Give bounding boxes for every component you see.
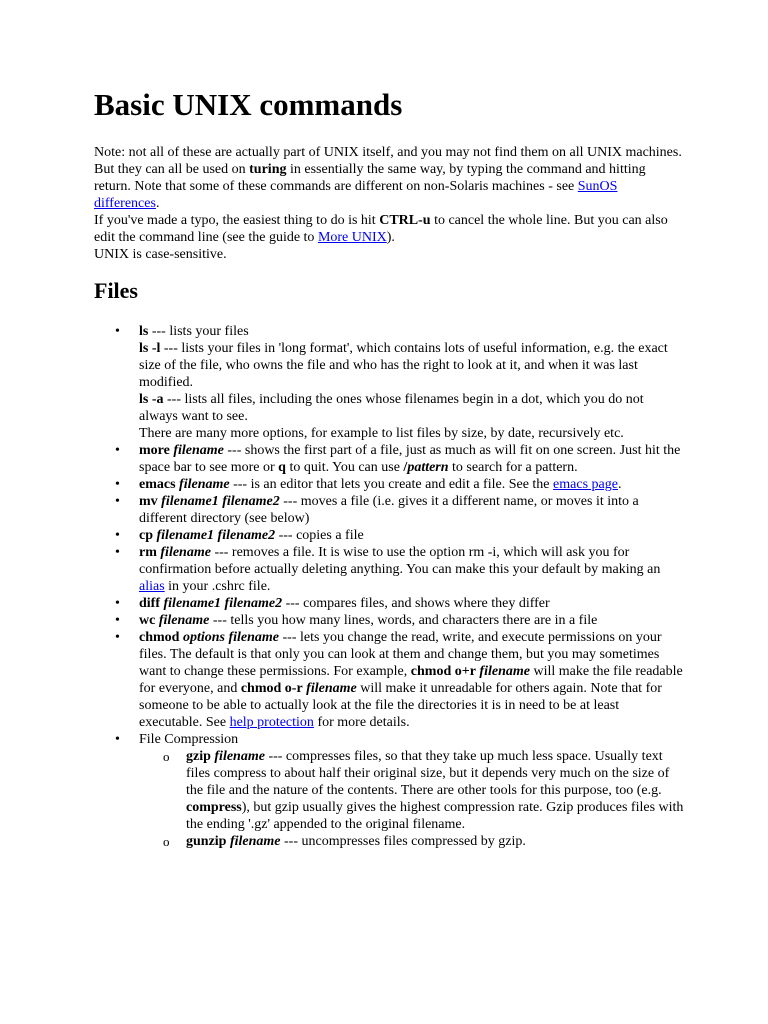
command-name: diff (139, 596, 160, 611)
command-name: ls (139, 324, 149, 339)
command-description: . (617, 477, 622, 492)
search-slash: / (403, 460, 408, 475)
intro-text: to cancel the whole line. But you can also edit the command line (see the guide to (94, 213, 668, 245)
command-description: --- compresses files, so that they take up much less space. Usually text files compress to about half their original size, but it depends very much on the size of the file and the nature of the contents. There are other tools for this purpose, too (e.g. (186, 749, 670, 798)
intro-text: Note: not all of these are actually part of UNIX itself, and you may not find them on all UNIX machines. But they can all be used on (94, 145, 682, 177)
list-item-ls (139, 323, 684, 442)
command-argument: filename (160, 545, 211, 560)
example-command: chmod o+r (410, 664, 476, 679)
list-item-rm (139, 544, 684, 595)
typo-paragraph (94, 212, 684, 246)
file-compression-label: • File Compression (139, 732, 239, 747)
command-description: in your .cshrc file. (164, 579, 271, 594)
command-argument: options filename (182, 630, 280, 645)
help-protection-link[interactable]: help protection (229, 715, 314, 730)
files-command-list (94, 323, 684, 850)
turing-bold: turing (249, 162, 287, 177)
command-description: will make the file readable for everyone, and (139, 664, 683, 696)
list-item-chmod (139, 629, 684, 731)
command-argument: filename1 filename2 (161, 494, 280, 509)
command-argument: filename (479, 664, 530, 679)
command-argument: filename1 filename2 (156, 528, 276, 543)
command-name: more (139, 443, 170, 458)
command-argument: filename (306, 681, 357, 696)
case-sensitive-note: UNIX is case-sensitive. (94, 247, 227, 262)
command-name: gzip (186, 749, 211, 764)
command-description: for more details. (313, 715, 410, 730)
command-description: --- lets you change the read, write, and execute permissions on your files. The default is that only you can look at them and change them, but you may sometimes want to change these permissions. For example, (139, 630, 662, 679)
command-argument: filename (179, 477, 230, 492)
intro-text: If you've made a typo, the easiest thing to do is hit (94, 213, 380, 228)
intro-paragraph (94, 144, 684, 212)
command-description: will make it unreadable for others again. Note that for someone to be able to actually look at the file the directories it is in need to be at least executable. See (139, 681, 662, 730)
intro-text: in essentially the same way, by typing the command and hitting return. Note that some of these commands are different on non-Solaris machines - see (94, 162, 646, 194)
command-name: emacs (139, 477, 176, 492)
command-name: rm (139, 545, 157, 560)
emacs-page-link[interactable]: emacs page (553, 477, 618, 492)
command-description: --- uncompresses files compressed by gzip. (280, 834, 526, 849)
command-description: --- lists all files, including the ones whose filenames begin in a dot, which you do not always want to see. (139, 392, 644, 424)
ls-line (139, 323, 684, 340)
command-description: --- is an editor that lets you create and edit a file. See the (229, 477, 554, 492)
ctrl-u-bold: CTRL-u (379, 213, 431, 228)
command-name: ls -a (139, 392, 164, 407)
sunos-differences-link[interactable]: SunOS differences (94, 179, 618, 211)
list-item-emacs (139, 476, 684, 493)
list-item-gunzip (186, 833, 684, 850)
command-name: gunzip (186, 834, 227, 849)
list-item-file-compression (139, 731, 684, 850)
quit-key: q (278, 460, 286, 475)
command-description: --- lists your files (148, 324, 249, 339)
command-description: to search for a pattern. (448, 460, 578, 475)
command-name: mv (139, 494, 158, 509)
command-description: ), but gzip usually gives the highest compression rate. Gzip produces files with the ending '.gz' appended to the original filename. (186, 800, 684, 832)
command-argument: pattern (407, 460, 449, 475)
command-argument: filename (173, 443, 224, 458)
command-description: --- tells you how many lines, words, and characters there are in a file (209, 613, 598, 628)
ls-l-line (139, 340, 684, 391)
command-description: --- compares files, and shows where they differ (282, 596, 550, 611)
list-item-diff (139, 595, 684, 612)
intro-text: . (155, 196, 160, 211)
command-argument: filename1 filename2 (163, 596, 283, 611)
ls-a-line (139, 391, 684, 425)
files-heading: Files (94, 278, 138, 303)
command-argument: filename (229, 834, 281, 849)
list-item-gzip (186, 748, 684, 833)
command-description: --- lists your files in 'long format', which contains lots of useful information, e.g. the exact size of the file, who owns the file and who has the right to look at it, and when it was last modified. (139, 341, 668, 390)
compress-bold: compress (186, 800, 242, 815)
command-description: to quit. You can use (285, 460, 404, 475)
command-description: --- moves a file (i.e. gives it a different name, or moves it into a different directory (see below) (139, 494, 639, 526)
list-item-wc (139, 612, 684, 629)
command-description: --- removes a file. It is wise to use the option rm -i, which will ask you for confirmation before actually deleting anything. You can make this your default by making an (139, 545, 661, 577)
ls-more-options: There are many more options, for example to list files by size, by date, recursively etc. (139, 426, 624, 441)
list-item-mv (139, 493, 684, 527)
command-description: --- copies a file (275, 528, 364, 543)
list-item-cp (139, 527, 684, 544)
list-item-more (139, 442, 684, 476)
page-title: Basic UNIX commands (94, 87, 403, 122)
more-unix-link[interactable]: More UNIX (317, 230, 387, 245)
example-command: chmod o-r (240, 681, 303, 696)
command-name: chmod (139, 630, 180, 645)
command-name: wc (139, 613, 156, 628)
alias-link[interactable]: alias (139, 579, 165, 594)
command-argument: filename (158, 613, 210, 628)
command-name: cp (139, 528, 153, 543)
command-argument: filename (214, 749, 265, 764)
compression-sublist (139, 748, 684, 850)
command-name: ls -l (139, 341, 161, 356)
command-description: --- shows the first part of a file, just as much as will fit on one screen. Just hit the space bar to see more or (139, 443, 681, 475)
intro-section (94, 144, 684, 263)
intro-text: ). (386, 230, 395, 245)
